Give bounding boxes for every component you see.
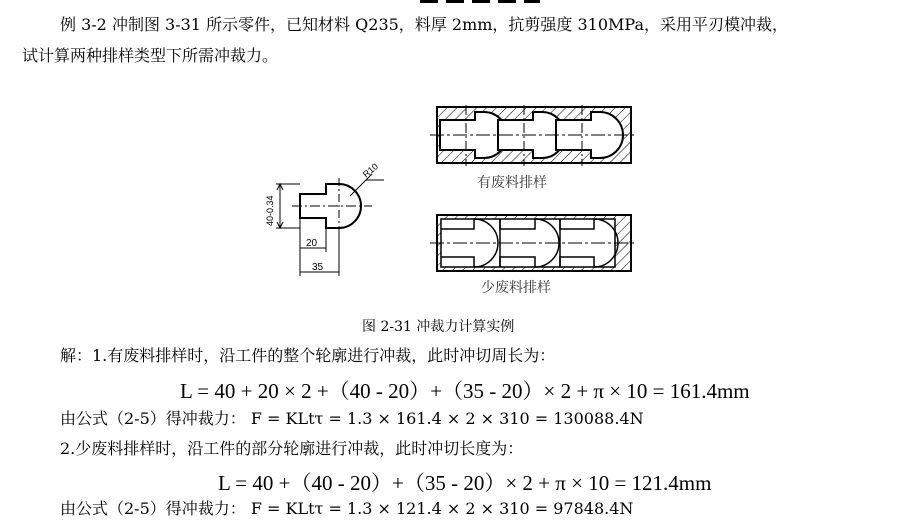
solution-step1-force: 由公式（2-5）得冲裁力： F = KLtτ = 1.3 × 161.4 × 2 × 310 = 130088.4N [60, 409, 644, 428]
problem-line-1: 例 3-2 冲制图 3-31 所示零件，已知材料 Q235，料厚 2mm，抗剪强度 310MPa，采用平刃模冲裁， [60, 15, 789, 34]
strip-with-waste [430, 105, 634, 166]
dim-35: 35 [312, 262, 324, 273]
dim-width: 40-0.34 [265, 195, 275, 226]
strip-less-waste [430, 215, 634, 271]
solution-step2-formula: L = 40 +（40 - 20）+（35 - 20）× 2 + π × 10 = 121.4mm [218, 471, 712, 495]
dim-20: 20 [306, 238, 318, 249]
label-less-waste: 少废料排样 [481, 280, 551, 296]
part-drawing [276, 174, 384, 276]
solution-step2-text: 2.少废料排样时，沿工件的部分轮廓进行冲裁，此时冲切长度为： [60, 439, 524, 458]
dim-radius: R10 [360, 161, 380, 180]
solution-step2-force: 由公式（2-5）得冲裁力： F = KLtτ = 1.3 × 121.4 × 2 × 310 = 97848.4N [60, 499, 634, 518]
label-with-waste: 有废料排样 [477, 175, 547, 191]
solution-step1-formula: L = 40 + 20 × 2 +（40 - 20）+（35 - 20）× 2 + π × 10 = 161.4mm [180, 379, 750, 403]
solution-step1-text: 解：1.有废料排样时，沿工件的整个轮廓进行冲裁，此时冲切周长为： [60, 346, 556, 365]
figure-caption: 图 2-31 冲裁力计算实例 [362, 319, 515, 335]
problem-line-2: 试计算两种排样类型下所需冲裁力。 [22, 46, 279, 65]
